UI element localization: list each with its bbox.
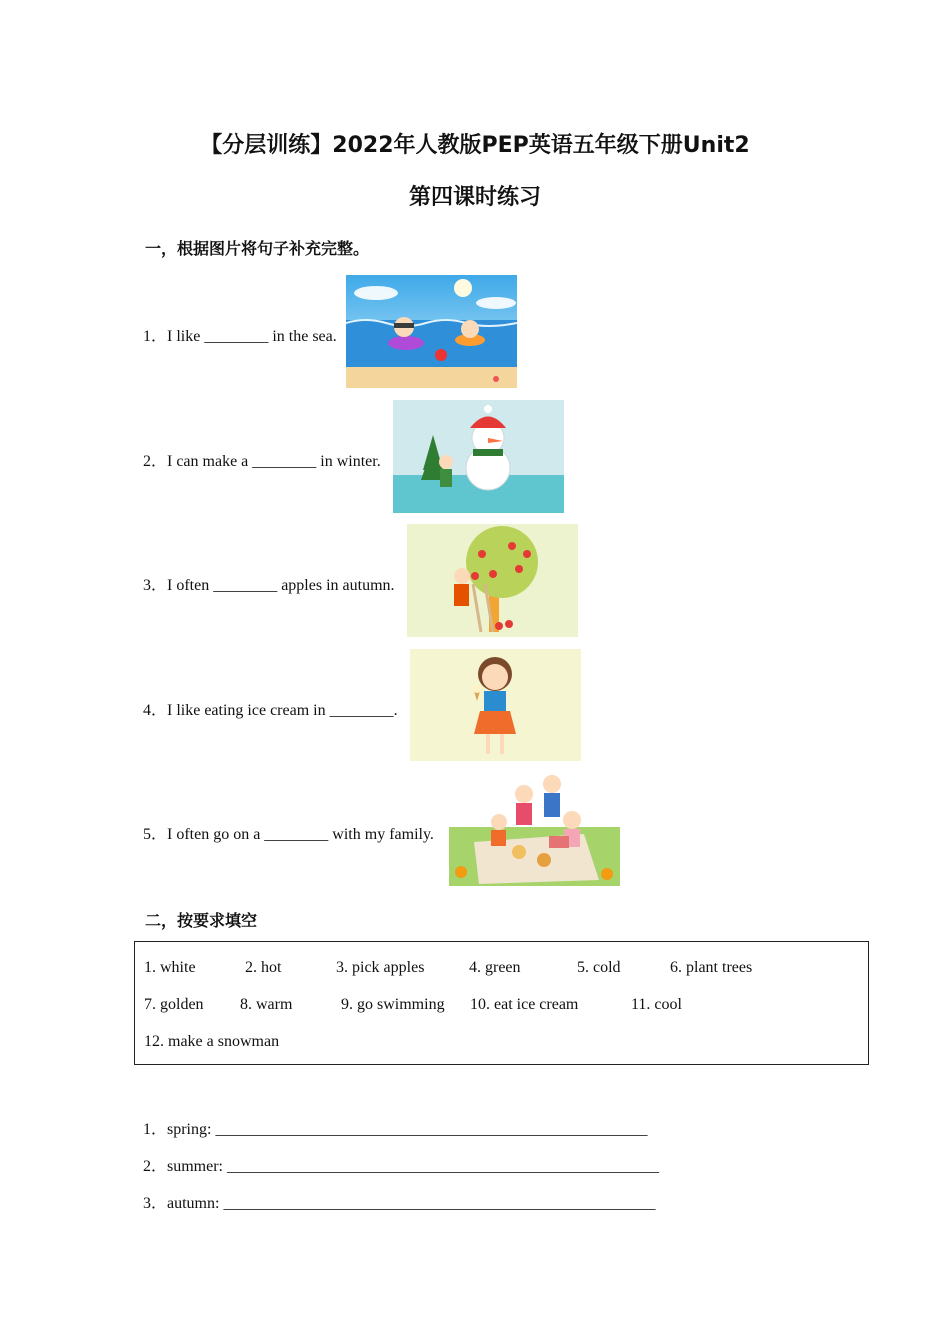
fill-summer: 2．summer: ______________________________________________________ — [143, 1158, 659, 1175]
option-1: 1. white — [144, 959, 196, 976]
page-subtitle: 第四课时练习 — [408, 185, 541, 210]
option-12: 12. make a snowman — [144, 1033, 280, 1050]
option-4: 4. green — [469, 959, 521, 976]
option-11: 11. cool — [631, 996, 682, 1013]
option-6: 6. plant trees — [670, 959, 753, 976]
section1-heading: 一，根据图片将句子补充完整。 — [145, 239, 370, 258]
apple-picking-illustration — [407, 524, 578, 637]
fill-spring: 1．spring: ______________________________________________________ — [143, 1121, 648, 1138]
question-3: 3．I often ________ apples in autumn. — [143, 577, 395, 594]
section2-heading: 二，按要求填空 — [145, 911, 258, 930]
option-9: 9. go swimming — [341, 996, 445, 1013]
option-5: 5. cold — [577, 959, 621, 976]
option-10: 10. eat ice cream — [470, 996, 579, 1013]
snowman-illustration — [393, 400, 564, 513]
fill-autumn: 3．autumn: ______________________________________________________ — [143, 1195, 656, 1212]
family-picnic-illustration — [449, 772, 620, 886]
swimming-sea-illustration — [346, 275, 517, 388]
option-7: 7. golden — [144, 996, 204, 1013]
question-1: 1．I like ________ in the sea. — [143, 328, 337, 345]
question-2: 2．I can make a ________ in winter. — [143, 453, 381, 470]
question-5: 5．I often go on a ________ with my family. — [143, 826, 434, 843]
page-title: 【分层训练】2022年人教版PEP英语五年级下册Unit2 — [200, 133, 750, 158]
girl-ice-cream-illustration — [410, 649, 581, 761]
option-2: 2. hot — [245, 959, 282, 976]
option-3: 3. pick apples — [336, 959, 425, 976]
question-4: 4．I like eating ice cream in ________. — [143, 702, 398, 719]
option-8: 8. warm — [240, 996, 293, 1013]
